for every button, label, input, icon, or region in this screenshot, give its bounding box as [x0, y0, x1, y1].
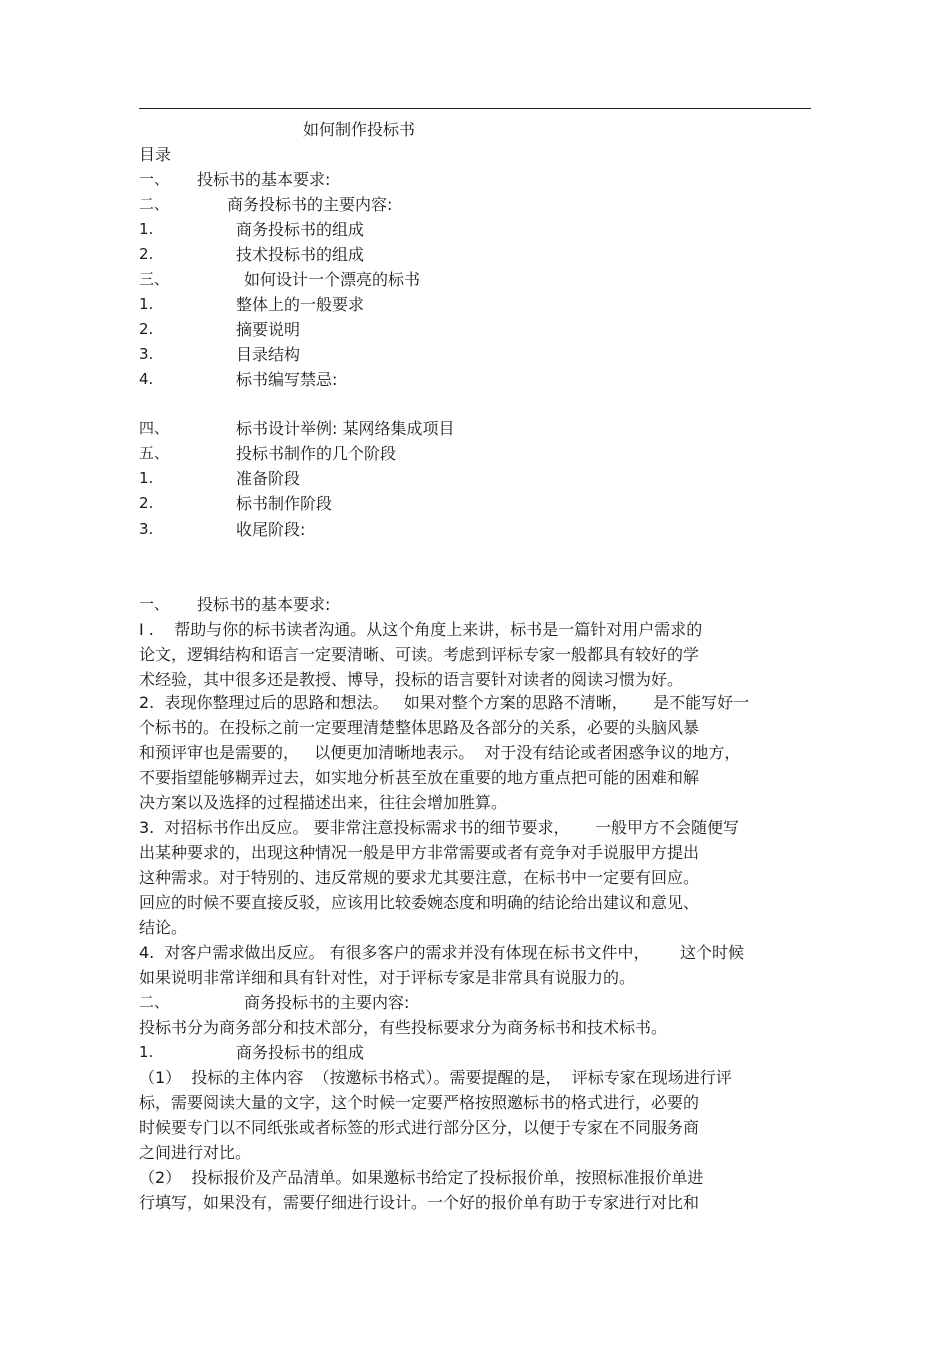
paragraph-line: 之间进行对比。	[139, 1143, 252, 1162]
toc-number: 二、	[139, 195, 170, 213]
toc-number: 1.	[139, 295, 154, 313]
paragraph-line: 决方案以及选择的过程描述出来，往往会增加胜算。	[139, 793, 508, 812]
paragraph-line: 回应的时候不要直接反驳，应该用比较委婉态度和明确的结论给出建议和意见、	[139, 893, 700, 912]
toc-label: 整体上的一般要求	[236, 295, 365, 314]
subsection-heading: 商务投标书的组成	[236, 1043, 365, 1062]
toc-number: 一、	[139, 170, 170, 188]
header-rule	[139, 108, 811, 109]
section-number: 一、	[139, 595, 170, 613]
paragraph-line: 不要指望能够糊弄过去，如实地分析甚至放在重要的地方重点把可能的困难和解	[139, 768, 700, 787]
toc-number: 1.	[139, 220, 154, 238]
toc-label: 如何设计一个漂亮的标书	[244, 270, 421, 289]
paragraph-line: 时候要专门以不同纸张或者标签的形式进行部分区分，以便于专家在不同服务商	[139, 1118, 700, 1137]
paragraph-line: 3. 对招标书作出反应。 要非常注意投标需求书的细节要求， 一般甲方不会随便写	[139, 818, 739, 837]
toc-number: 3.	[139, 345, 154, 363]
toc-label: 标书编写禁忌:	[236, 370, 338, 389]
paragraph-line: 出某种要求的，出现这种情况一般是甲方非常需要或者有竞争对手说服甲方提出	[139, 843, 700, 862]
section-heading: 商务投标书的主要内容:	[244, 993, 410, 1012]
section-heading: 投标书的基本要求:	[197, 595, 331, 614]
paragraph-line: 标，需要阅读大量的文字，这个时候一定要严格按照邀标书的格式进行，必要的	[139, 1093, 700, 1112]
paragraph-line: 这种需求。对于特别的、违反常规的要求尤其要注意，在标书中一定要有回应。	[139, 868, 700, 887]
toc-label: 技术投标书的组成	[236, 245, 365, 264]
document-title: 如何制作投标书	[303, 120, 416, 139]
toc-label: 摘要说明	[236, 320, 301, 339]
paragraph-line: （1） 投标的主体内容 （按邀标书格式）。需要提醒的是， 评标专家在现场进行评	[139, 1068, 732, 1087]
toc-label: 投标书的基本要求:	[197, 170, 331, 189]
paragraph-line: （2） 投标报价及产品清单。如果邀标书给定了投标报价单，按照标准报价单进	[139, 1168, 704, 1187]
toc-number: 三、	[139, 270, 170, 288]
toc-label: 投标书制作的几个阶段	[236, 444, 397, 463]
section-2-intro: 投标书分为商务部分和技术部分，有些投标要求分为商务标书和技术标书。	[139, 1018, 668, 1037]
toc-label: 标书制作阶段	[236, 494, 333, 513]
toc-label: 标书设计举例: 某网络集成项目	[236, 419, 455, 438]
section-number: 二、	[139, 993, 170, 1011]
toc-label: 商务投标书的组成	[236, 220, 365, 239]
paragraph-line: 行填写，如果没有，需要仔细进行设计。一个好的报价单有助于专家进行对比和	[139, 1193, 700, 1212]
paragraph-line: I . 帮助与你的标书读者沟通。从这个角度上来讲，标书是一篇针对用户需求的	[139, 620, 703, 639]
paragraph-line: 2. 表现你整理过后的思路和想法。 如果对整个方案的思路不清晰， 是不能写好一	[139, 693, 750, 712]
paragraph-line: 4. 对客户需求做出反应。 有很多客户的需求并没有体现在标书文件中， 这个时候	[139, 943, 745, 962]
paragraph-line: 和预评审也是需要的， 以便更加清晰地表示。 对于没有结论或者困惑争议的地方，	[139, 743, 741, 762]
toc-number: 4.	[139, 370, 154, 388]
toc-number: 五、	[139, 444, 170, 462]
subsection-number: 1.	[139, 1043, 154, 1061]
toc-number: 2.	[139, 245, 154, 263]
toc-heading: 目录	[139, 145, 172, 164]
toc-label: 商务投标书的主要内容:	[227, 195, 393, 214]
toc-label: 目录结构	[236, 345, 301, 364]
toc-number: 四、	[139, 419, 170, 437]
paragraph-line: 个标书的。在投标之前一定要理清楚整体思路及各部分的关系，必要的头脑风暴	[139, 718, 700, 737]
paragraph-line: 如果说明非常详细和具有针对性，对于评标专家是非常具有说服力的。	[139, 968, 636, 987]
toc-label: 收尾阶段:	[236, 520, 306, 539]
toc-number: 1.	[139, 469, 154, 487]
toc-number: 2.	[139, 494, 154, 512]
paragraph-line: 论文，逻辑结构和语言一定要清晰、可读。考虑到评标专家一般都具有较好的学	[139, 645, 700, 664]
paragraph-line: 术经验，其中很多还是教授、博导，投标的语言要针对读者的阅读习惯为好。	[139, 670, 684, 689]
toc-label: 准备阶段	[236, 469, 301, 488]
toc-number: 3.	[139, 520, 154, 538]
paragraph-line: 结论。	[139, 918, 188, 937]
toc-number: 2.	[139, 320, 154, 338]
